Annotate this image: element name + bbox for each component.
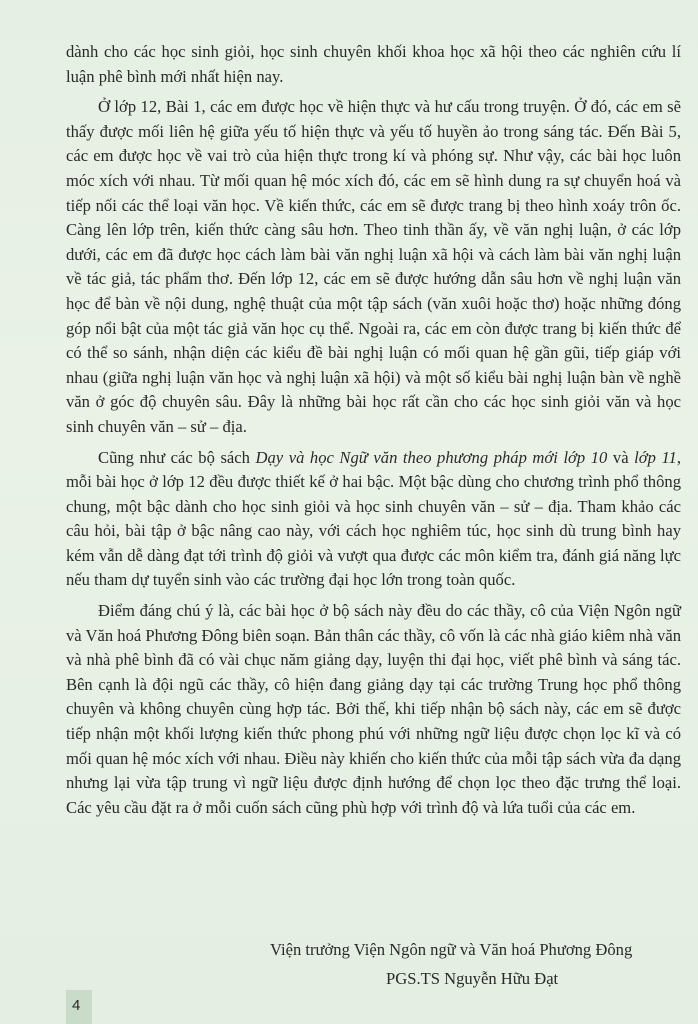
paragraph-bo-sach	[66, 446, 681, 594]
paragraph-diem-chu-y: Điểm đáng chú ý là, các bài học ở bộ sách này đều do các thầy, cô của Viện Ngôn ngữ và Văn hoá Phương Đông biên soạn. Bản thân các thầy, cô vốn là các nhà giáo kiêm nhà văn và nhà phê bình đã có vài chục năm giảng dạy, luyện thi đại học, viết phê bình và sáng tác. Bên cạnh là đội ngũ các thầy, cô hiện đang giảng dạy tại các trường Trung học phổ thông chuyên và không chuyên cùng hợp tác. Bởi thế, khi tiếp nhận bộ sách này, các em sẽ được tiếp nhận một khối lượng kiến thức phong phú với những ngữ liệu được chọn lọc kĩ và có mối quan hệ móc xích với nhau. Điều này khiến cho kiến thức của mỗi tập sách vừa đa dạng nhưng lại vừa tập trung vì ngữ liệu được định hướng để chọn lọc theo đặc trưng thể loại. Các yêu cầu đặt ra ở mỗi cuốn sách cũng phù hợp với trình độ và lứa tuổi của các em.	[66, 601, 681, 817]
paragraph-text: Cũng như các bộ sách	[98, 447, 256, 467]
page-number: 4	[72, 997, 81, 1014]
book-title-italic: lớp 11	[634, 447, 677, 467]
book-title-italic: Dạy và học Ngữ văn theo phương pháp mới lớp 10	[255, 447, 608, 467]
signature-title: Viện trưởng Viện Ngôn ngữ và Văn hoá Phương Đông	[270, 940, 633, 959]
body-text	[66, 40, 681, 826]
signature-name: PGS.TS Nguyễn Hữu Đạt	[386, 969, 559, 988]
paragraph-continued: dành cho các học sinh giỏi, học sinh chuyên khối khoa học xã hội theo các nghiên cứu lí luận phê bình mới nhất hiện nay.	[66, 42, 681, 86]
paragraph-text: , mỗi bài học ở lớp 12 đều được thiết kế ở hai bậc. Một bậc dùng cho chương trình phổ thông chung, một bậc dành cho học sinh giỏi và học sinh chuyên văn – sử – địa. Tham khảo các câu hỏi, bài tập ở bậc nâng cao này, với cách học nghiêm túc, học sinh dù trung bình hay kém vẫn dễ dàng đạt tới trình độ giỏi và vượt qua được các môn kiểm tra, đánh giá năng lực nếu tham dự tuyển sinh vào các trường đại học lớn trong toàn quốc.	[66, 447, 681, 590]
paragraph-lop-12: Ở lớp 12, Bài 1, các em được học về hiện thực và hư cấu trong truyện. Ở đó, các em sẽ thấy được mối liên hệ giữa yếu tố hiện thực và yếu tố huyền ảo trong sáng tác. Đến Bài 5, các em được học về vai trò của hiện thực trong kí và phóng sự. Như vậy, các bài học luôn móc xích với nhau. Từ mối quan hệ móc xích đó, các em sẽ hình dung ra sự chuyển hoá và tiếp nối các thể loại văn học. Về kiến thức, các em sẽ được trang bị theo hình xoáy trôn ốc. Càng lên lớp trên, kiến thức càng sâu hơn. Theo tinh thần ấy, về văn nghị luận, ở các lớp dưới, các em đã được học cách làm bài văn nghị luận xã hội và cách làm bài văn nghị luận về tác giả, tác phẩm thơ. Đến lớp 12, các em sẽ được hướng dẫn sâu hơn về nghị luận văn học để bàn về nội dung, nghệ thuật của một tập sách (văn xuôi hoặc thơ) hoặc những đóng góp nổi bật của một tác giả văn học cụ thể. Ngoài ra, các em còn được trang bị kiến thức để có thể so sánh, nhận diện các kiểu đề bài nghị luận có mối quan hệ gần gũi, tiếp giáp với nhau (giữa nghị luận văn học và nghị luận xã hội) và một số kiểu bài nghị luận bàn về nghề văn ở góc độ chuyên sâu. Đây là những bài học rất cần cho các học sinh giỏi văn và học sinh chuyên văn – sử – địa.	[66, 97, 681, 436]
paragraph-text: và	[607, 447, 635, 467]
